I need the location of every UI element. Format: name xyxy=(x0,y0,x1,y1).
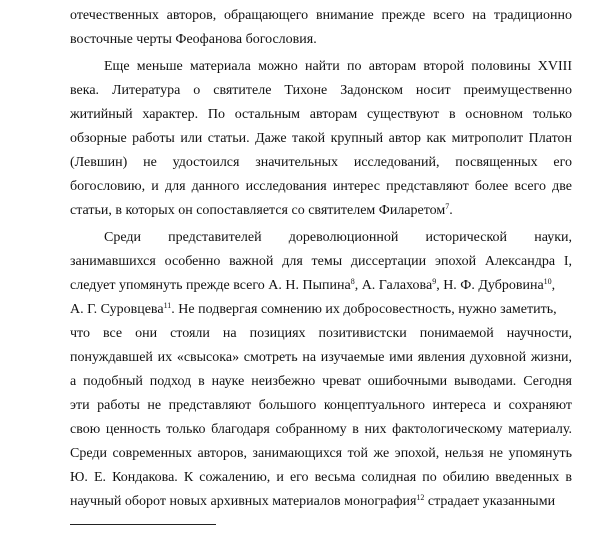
footnote-ref[interactable]: 10 xyxy=(543,277,552,286)
text-line: житийный характер. По остальным авторам существуют в основном только xyxy=(70,107,572,122)
text-line: а подобный подход в науке неизбежно чреват ошибочными выводами. Сегодня xyxy=(70,374,572,389)
text-line: эти работы не представляют большого концептуального интереса и сохраняют xyxy=(70,398,572,413)
text-span: статьи, в которых он сопоставляется со святителем Филаретом xyxy=(70,203,446,218)
text-span: научный оборот новых архивных материалов монография xyxy=(70,494,417,509)
text-span: страдает указанными xyxy=(424,494,556,509)
text-line: свою ценность только благодаря собранному в них фактологическому материалу. xyxy=(70,422,572,437)
text-line: восточные черты Феофанова богословия. xyxy=(70,32,317,47)
punctuation: , xyxy=(551,278,556,293)
text-line: богословию, и для данного исследования интерес представляют более всего две xyxy=(70,179,572,194)
text-line: века. Литература о святителе Тихоне Задонском носит преимущественно xyxy=(70,83,572,98)
footnote-ref[interactable]: 12 xyxy=(416,493,425,502)
footnote-ref[interactable]: 9 xyxy=(432,277,437,286)
paragraph-start-line: Еще меньше материала можно найти по авторам второй половины XVIII xyxy=(104,59,572,74)
text-span: А. Г. Суровцева xyxy=(70,302,164,317)
text-line: Ю. Е. Кондакова. К сожалению, и его весьма солидная по обилию введенных в xyxy=(70,470,572,485)
text-line: (Левшин) не удостоился значительных исследований, посвященных его xyxy=(70,155,572,170)
text-span: , Н. Ф. Дубровина xyxy=(436,278,544,293)
text-line xyxy=(70,490,572,514)
footnote-separator xyxy=(70,524,216,525)
text-line: понуждавшей их «свысока» смотреть на изучаемые ими явления духовной жизни, xyxy=(70,350,572,365)
text-line: занимавшихся особенно важной для темы диссертации эпохой Александра I, xyxy=(70,254,572,269)
paragraph-start-line: Среди представителей дореволюционной исторической науки, xyxy=(104,230,572,245)
text-span: , А. Галахова xyxy=(354,278,433,293)
text-line xyxy=(70,298,572,322)
text-line xyxy=(70,199,572,223)
text-line: отечественных авторов, обращающего внимание прежде всего на традиционно xyxy=(70,8,572,23)
text-span: следует упомянуть прежде всего А. Н. Пыпина xyxy=(70,278,351,293)
text-line: Среди современных авторов, занимающихся той же эпохой, нельзя не упомянуть xyxy=(70,446,572,461)
text-line: что все они стояли на позициях позитивистски понимаемой научности, xyxy=(70,326,572,341)
text-line xyxy=(70,274,572,298)
footnote-ref[interactable]: 7 xyxy=(445,202,450,211)
text-line: обзорные работы или статьи. Даже такой крупный автор как митрополит Платон xyxy=(70,131,572,146)
footnote-ref[interactable]: 11 xyxy=(163,301,172,310)
footnote-ref[interactable]: 8 xyxy=(350,277,355,286)
text-span: . Не подвергая сомнению их добросовестность, нужно заметить, xyxy=(171,302,557,317)
punctuation: . xyxy=(449,203,453,218)
